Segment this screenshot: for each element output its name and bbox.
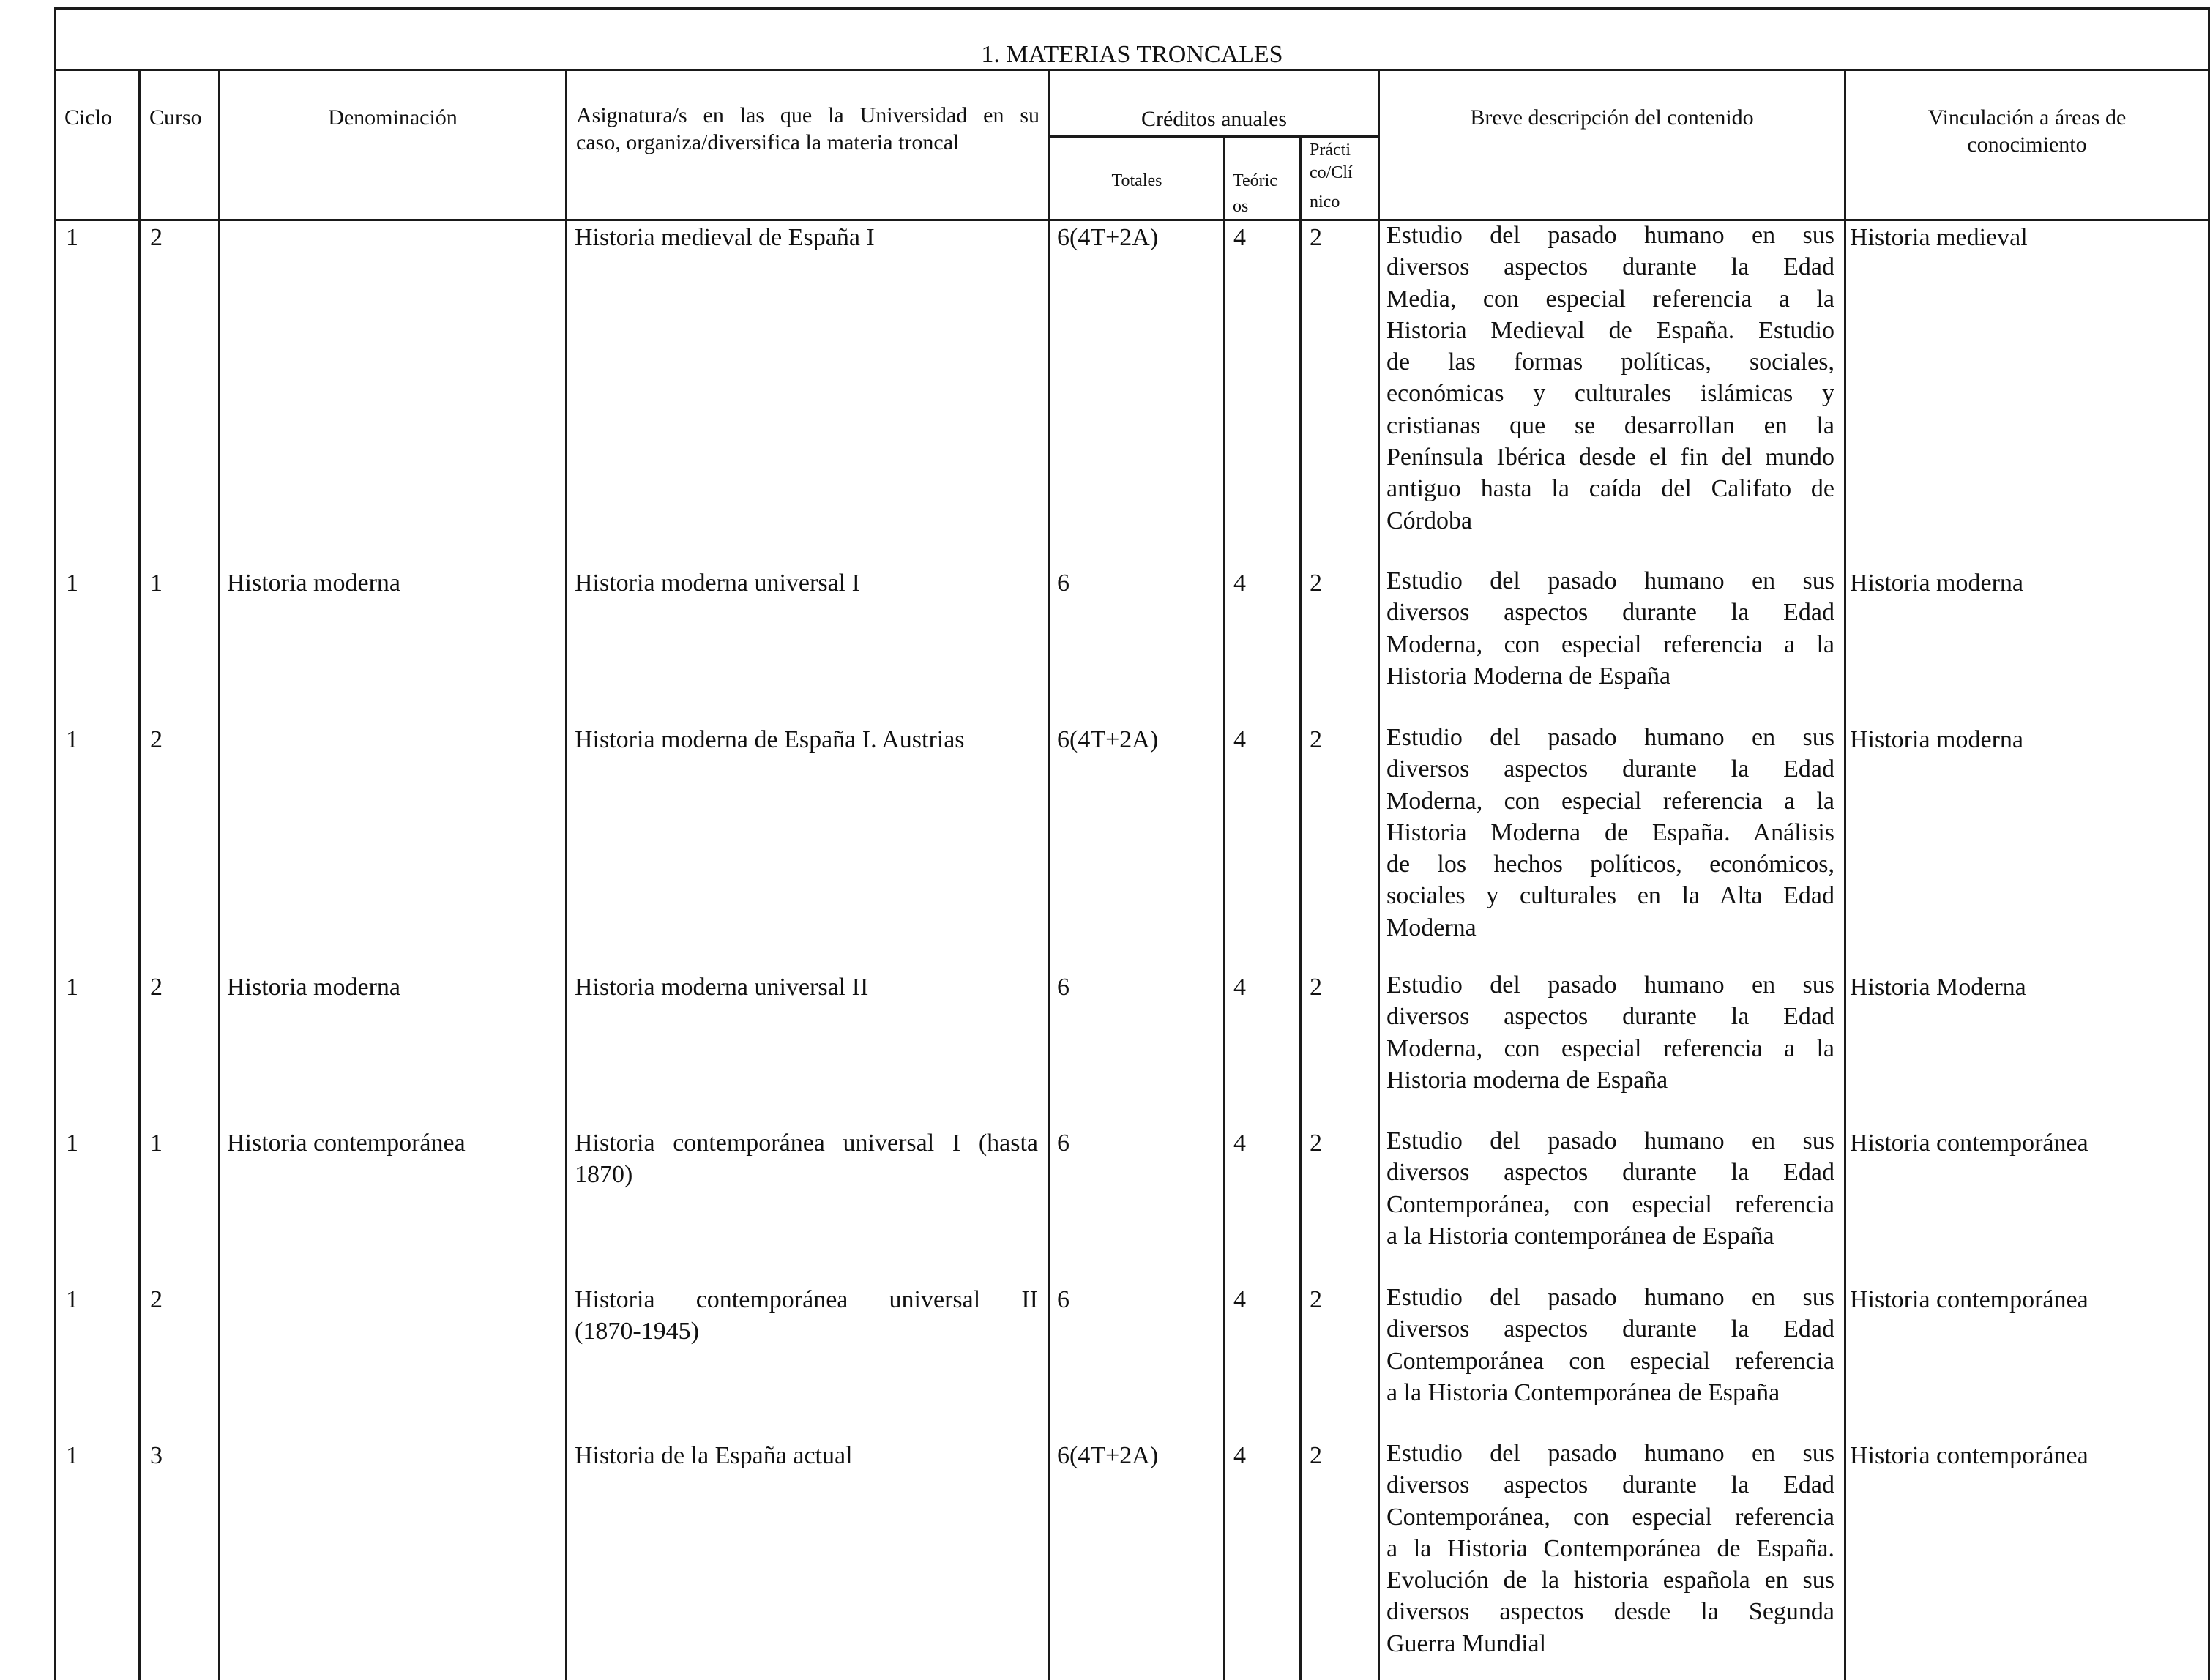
cell-vinculacion: Historia moderna bbox=[1850, 570, 2023, 597]
descripcion-line: Península Ibérica desde el fin del mundo bbox=[1386, 444, 1834, 471]
header-asignatura-line2: caso, organiza/diversifica la materia troncal bbox=[576, 130, 960, 154]
descripcion-line: diversos aspectos durante la Edad bbox=[1386, 1471, 1834, 1499]
descripcion-line: Estudio del pasado humano en sus bbox=[1386, 567, 1834, 594]
cell-vinculacion: Historia moderna bbox=[1850, 726, 2023, 753]
cell-vinculacion: Historia medieval bbox=[1850, 224, 2028, 251]
descripcion-line: Contemporánea, con especial referencia bbox=[1386, 1190, 1834, 1218]
descripcion-line: Estudio del pasado humano en sus bbox=[1386, 1127, 1834, 1154]
cell-descripcion bbox=[1386, 1125, 1834, 1252]
descripcion-line: Estudio del pasado humano en sus bbox=[1386, 1440, 1834, 1467]
descripcion-line: económicas y culturales islámicas y bbox=[1386, 380, 1834, 408]
header-vinculacion-line2: conocimiento bbox=[1967, 132, 2087, 157]
descripcion-line: Moderna, con especial referencia a la bbox=[1386, 630, 1834, 658]
cell-totales: 6 bbox=[1057, 1286, 1069, 1313]
cell-ciclo: 1 bbox=[66, 1130, 78, 1157]
descripcion-line: Estudio del pasado humano en sus bbox=[1386, 222, 1834, 249]
header-curso: Curso bbox=[149, 105, 202, 130]
cell-asignatura-line: (1870-1945) bbox=[575, 1318, 699, 1345]
descripcion-line: Estudio del pasado humano en sus bbox=[1386, 724, 1834, 751]
cell-asignatura-line: Historia moderna de España I. Austrias bbox=[575, 726, 965, 753]
header-descripcion: Breve descripción del contenido bbox=[1470, 105, 1754, 130]
cell-asignatura-line: Historia moderna universal II bbox=[575, 974, 869, 1001]
cell-descripcion bbox=[1386, 1438, 1834, 1660]
descripcion-line: Moderna bbox=[1386, 914, 1477, 941]
cell-asignatura-line: Historia contemporánea universal I (hasta bbox=[575, 1130, 1038, 1157]
cell-vinculacion: Historia Moderna bbox=[1850, 974, 2026, 1001]
cell-curso: 3 bbox=[150, 1442, 163, 1469]
cell-descripcion bbox=[1386, 969, 1834, 1096]
descripcion-line: diversos aspectos durante la Edad bbox=[1386, 599, 1834, 627]
cell-vinculacion: Historia contemporánea bbox=[1850, 1286, 2088, 1313]
descripcion-line: diversos aspectos durante la Edad bbox=[1386, 253, 1834, 281]
cell-totales: 6(4T+2A) bbox=[1057, 1442, 1159, 1469]
descripcion-line: de los hechos políticos, económicos, bbox=[1386, 851, 1834, 878]
cell-teoricos: 4 bbox=[1233, 726, 1246, 753]
cell-denominacion: Historia contemporánea bbox=[227, 1130, 466, 1157]
header-ciclo: Ciclo bbox=[64, 105, 112, 130]
descripcion-line: antiguo hasta la caída del Califato de bbox=[1386, 475, 1834, 503]
cell-asignatura-line: Historia medieval de España I bbox=[575, 224, 875, 251]
descripcion-line: diversos aspectos durante la Edad bbox=[1386, 1003, 1834, 1031]
descripcion-line: Moderna, con especial referencia a la bbox=[1386, 1034, 1834, 1062]
descripcion-line: Moderna, con especial referencia a la bbox=[1386, 787, 1834, 815]
cell-teoricos: 4 bbox=[1233, 224, 1246, 251]
cell-totales: 6 bbox=[1057, 1130, 1069, 1157]
cell-curso: 2 bbox=[150, 974, 163, 1001]
cell-totales: 6(4T+2A) bbox=[1057, 224, 1159, 251]
descripcion-line: diversos aspectos desde la Segunda bbox=[1386, 1598, 1834, 1626]
cell-descripcion bbox=[1386, 220, 1834, 537]
descripcion-line: cristianas que se desarrollan en la bbox=[1386, 411, 1834, 439]
descripcion-line: Historia moderna de España bbox=[1386, 1066, 1668, 1094]
descripcion-line: Historia Moderna de España. Análisis bbox=[1386, 818, 1834, 846]
descripcion-line: Historia Moderna de España bbox=[1386, 662, 1671, 690]
cell-vinculacion: Historia contemporánea bbox=[1850, 1130, 2088, 1157]
cell-curso: 1 bbox=[150, 570, 163, 597]
descripcion-line: Contemporánea con especial referencia bbox=[1386, 1347, 1834, 1375]
descripcion-line: a la Historia Contemporánea de España. bbox=[1386, 1534, 1834, 1562]
cell-practicos: 2 bbox=[1310, 974, 1322, 1001]
cell-ciclo: 1 bbox=[66, 726, 78, 753]
cell-totales: 6 bbox=[1057, 974, 1069, 1001]
descripcion-line: diversos aspectos durante la Edad bbox=[1386, 1159, 1834, 1187]
cell-denominacion: Historia moderna bbox=[227, 570, 400, 597]
descripcion-line: Contemporánea, con especial referencia bbox=[1386, 1503, 1834, 1531]
cell-practicos: 2 bbox=[1310, 726, 1322, 753]
cell-teoricos: 4 bbox=[1233, 1286, 1246, 1313]
cell-descripcion bbox=[1386, 1282, 1834, 1408]
cell-curso: 2 bbox=[150, 726, 163, 753]
cell-teoricos: 4 bbox=[1233, 974, 1246, 1001]
descripcion-line: diversos aspectos durante la Edad bbox=[1386, 1315, 1834, 1343]
cell-teoricos: 4 bbox=[1233, 1130, 1246, 1157]
cell-asignatura-line: Historia contemporánea universal II bbox=[575, 1286, 1038, 1313]
header-practicos-line3: nico bbox=[1310, 193, 1340, 212]
cell-vinculacion: Historia contemporánea bbox=[1850, 1442, 2088, 1469]
cell-practicos: 2 bbox=[1310, 1130, 1322, 1157]
cell-curso: 1 bbox=[150, 1130, 163, 1157]
cell-totales: 6(4T+2A) bbox=[1057, 726, 1159, 753]
cell-asignatura-line: 1870) bbox=[575, 1161, 633, 1189]
cell-curso: 2 bbox=[150, 224, 163, 251]
descripcion-line: Córdoba bbox=[1386, 507, 1473, 534]
descripcion-line: Evolución de la historia española en sus bbox=[1386, 1567, 1834, 1594]
cell-practicos: 2 bbox=[1310, 1442, 1322, 1469]
descripcion-line: a la Historia contemporánea de España bbox=[1386, 1222, 1774, 1250]
cell-asignatura-line: Historia moderna universal I bbox=[575, 570, 860, 597]
header-denominacion: Denominación bbox=[328, 105, 458, 130]
header-teoricos-line1: Teóric bbox=[1233, 171, 1277, 190]
descripcion-line: Historia Medieval de España. Estudio bbox=[1386, 316, 1834, 344]
header-practicos-line1: Prácti bbox=[1310, 141, 1351, 160]
cell-practicos: 2 bbox=[1310, 224, 1322, 251]
cell-teoricos: 4 bbox=[1233, 1442, 1246, 1469]
cell-ciclo: 1 bbox=[66, 1286, 78, 1313]
descripcion-line: Estudio del pasado humano en sus bbox=[1386, 971, 1834, 998]
descripcion-line: Media, con especial referencia a la bbox=[1386, 285, 1834, 313]
header-vinculacion-line1: Vinculación a áreas de bbox=[1927, 105, 2127, 130]
cell-curso: 2 bbox=[150, 1286, 163, 1313]
cell-ciclo: 1 bbox=[66, 1442, 78, 1469]
descripcion-line: diversos aspectos durante la Edad bbox=[1386, 755, 1834, 783]
cell-practicos: 2 bbox=[1310, 1286, 1322, 1313]
descripcion-line: Estudio del pasado humano en sus bbox=[1386, 1284, 1834, 1311]
cell-ciclo: 1 bbox=[66, 570, 78, 597]
header-totales: Totales bbox=[1111, 171, 1162, 190]
table-title: 1. MATERIAS TRONCALES bbox=[981, 41, 1283, 68]
header-creditos: Créditos anuales bbox=[1141, 107, 1288, 131]
header-asignatura-line1: Asignatura/s en las que la Universidad en su bbox=[576, 103, 1039, 127]
cell-ciclo: 1 bbox=[66, 224, 78, 251]
descripcion-line: sociales y culturales en la Alta Edad bbox=[1386, 882, 1834, 910]
cell-ciclo: 1 bbox=[66, 974, 78, 1001]
cell-descripcion bbox=[1386, 565, 1834, 692]
descripcion-line: de las formas políticas, sociales, bbox=[1386, 348, 1834, 376]
cell-denominacion: Historia moderna bbox=[227, 974, 400, 1001]
cell-totales: 6 bbox=[1057, 570, 1069, 597]
descripcion-line: Guerra Mundial bbox=[1386, 1629, 1547, 1657]
cell-asignatura-line: Historia de la España actual bbox=[575, 1442, 853, 1469]
cell-practicos: 2 bbox=[1310, 570, 1322, 597]
cell-descripcion bbox=[1386, 722, 1834, 944]
header-teoricos-line2: os bbox=[1233, 197, 1249, 216]
descripcion-line: a la Historia Contemporánea de España bbox=[1386, 1378, 1780, 1406]
header-practicos-line2: co/Clí bbox=[1310, 163, 1353, 182]
cell-teoricos: 4 bbox=[1233, 570, 1246, 597]
